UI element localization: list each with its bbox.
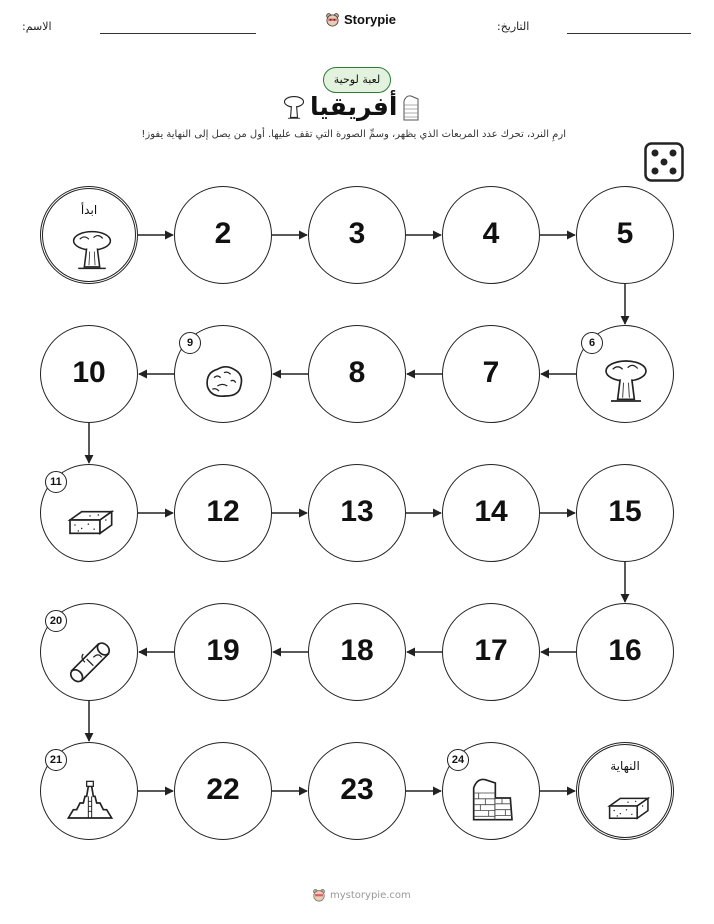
space-number: 23 bbox=[340, 773, 374, 806]
board-space bbox=[174, 742, 272, 840]
space-number: 2 bbox=[214, 217, 232, 250]
space-number: 7 bbox=[482, 356, 500, 389]
board-space bbox=[442, 325, 540, 423]
page-title: أفريقيا bbox=[310, 92, 398, 121]
board-space bbox=[442, 186, 540, 284]
space-number: 16 bbox=[608, 634, 642, 667]
brick-icon bbox=[65, 495, 115, 545]
rock-icon bbox=[199, 356, 249, 406]
board-space bbox=[40, 464, 138, 562]
space-number: 18 bbox=[340, 634, 374, 667]
board-space bbox=[308, 464, 406, 562]
footer bbox=[312, 888, 411, 902]
space-number: 24 bbox=[447, 749, 469, 771]
date-label: التاريخ: bbox=[497, 20, 530, 33]
board-space bbox=[442, 464, 540, 562]
space-number: 3 bbox=[348, 217, 366, 250]
game-type-badge: لعبة لوحية bbox=[323, 67, 391, 93]
finish-label: النهاية bbox=[610, 759, 640, 773]
board-space bbox=[576, 603, 674, 701]
board-space bbox=[174, 603, 272, 701]
space-number: 15 bbox=[608, 495, 642, 528]
space-number: 17 bbox=[474, 634, 508, 667]
start-space bbox=[40, 186, 138, 284]
space-number: 9 bbox=[179, 332, 201, 354]
space-number: 14 bbox=[474, 495, 508, 528]
board-space bbox=[174, 464, 272, 562]
board-space bbox=[576, 186, 674, 284]
instructions: ارمِ النرد، تحرك عدد المربعات الذي يظهر، وسمِّ الصورة التي تقف عليها. أول من يصل إلى النهاية يفوز! bbox=[141, 129, 566, 140]
space-number: 11 bbox=[45, 471, 67, 493]
scroll-icon bbox=[65, 634, 115, 684]
board-space bbox=[308, 742, 406, 840]
baobab-tree-icon bbox=[69, 227, 115, 273]
board-space bbox=[576, 325, 674, 423]
board-space bbox=[174, 186, 272, 284]
board-space bbox=[40, 742, 138, 840]
space-number: 4 bbox=[482, 217, 500, 250]
finish-space bbox=[576, 742, 674, 840]
space-number: 12 bbox=[206, 495, 240, 528]
board-space bbox=[308, 325, 406, 423]
space-number: 19 bbox=[206, 634, 240, 667]
brand-name: Storypie bbox=[344, 12, 397, 27]
space-number: 8 bbox=[348, 356, 366, 389]
baobab-tree-icon bbox=[601, 356, 651, 406]
step-pyramid-icon bbox=[65, 773, 115, 823]
board-space bbox=[576, 464, 674, 562]
brick-icon bbox=[605, 783, 651, 829]
start-label: ابدأ bbox=[80, 203, 98, 217]
board-space bbox=[308, 186, 406, 284]
name-label: الاسم: bbox=[22, 20, 52, 33]
board-space bbox=[174, 325, 272, 423]
board-space bbox=[308, 603, 406, 701]
board-space bbox=[40, 603, 138, 701]
board-space bbox=[442, 603, 540, 701]
space-number: 6 bbox=[581, 332, 603, 354]
space-number: 22 bbox=[206, 773, 240, 806]
space-number: 21 bbox=[45, 749, 67, 771]
space-number: 10 bbox=[72, 356, 106, 389]
board-space bbox=[442, 742, 540, 840]
space-number: 20 bbox=[45, 610, 67, 632]
storypie-mascot-icon bbox=[312, 888, 326, 902]
space-number: 13 bbox=[340, 495, 374, 528]
footer-link[interactable]: mystorypie.com bbox=[330, 889, 411, 901]
stone-tower-ruin-icon bbox=[467, 773, 517, 823]
board-space bbox=[40, 325, 138, 423]
space-number: 5 bbox=[616, 217, 634, 250]
